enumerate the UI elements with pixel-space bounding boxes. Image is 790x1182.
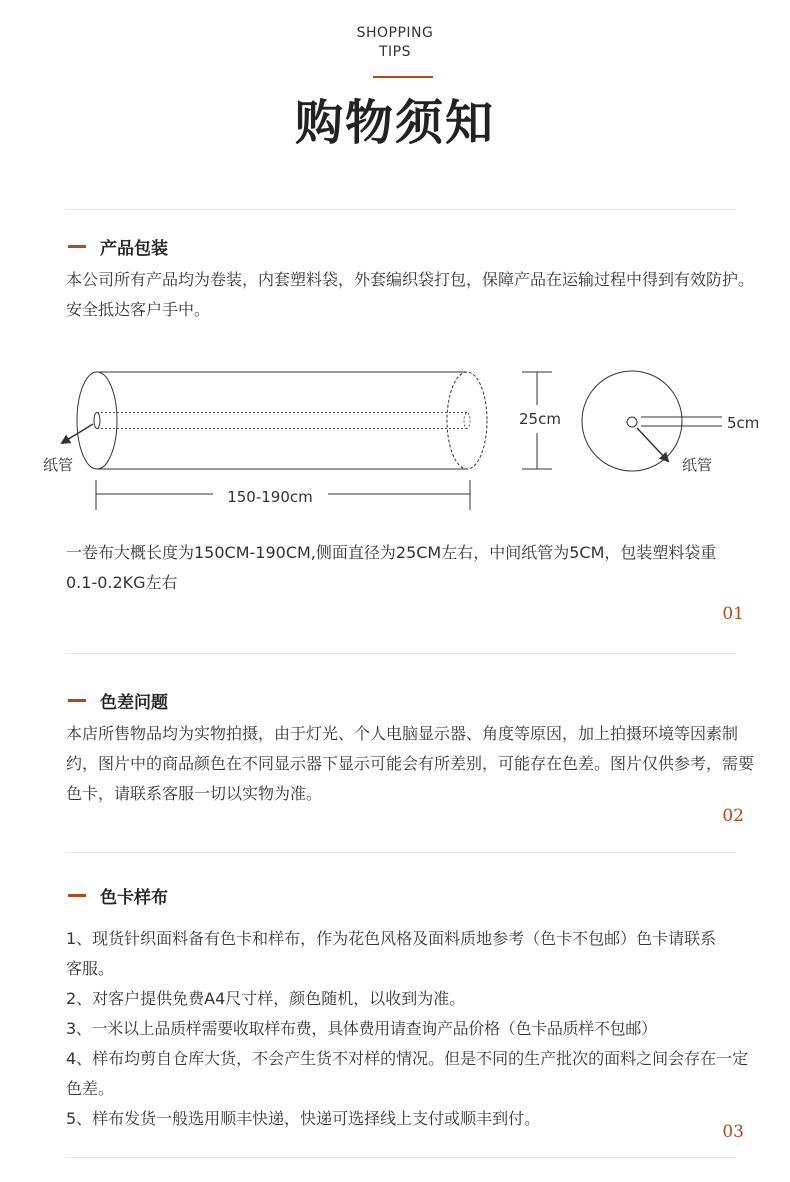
divider <box>65 1157 736 1158</box>
header-accent-line <box>373 76 433 78</box>
section-body-packaging: 本公司所有产品均为卷装，内套塑料袋，外套编织袋打包，保障产品在运输过程中得到有效防护。安全抵达客户手中。 <box>66 270 755 319</box>
section-title-color-diff <box>68 688 168 712</box>
divider <box>65 209 736 210</box>
label-tube-right: 纸管 <box>682 456 713 474</box>
section-number-01: 01 <box>722 604 744 624</box>
roll-side-view <box>62 372 487 469</box>
section-number-03: 03 <box>722 1122 744 1142</box>
list-item: 5、样布发货一般选用顺丰快递，快递可选择线上支付或顺丰到付。 <box>66 1109 541 1128</box>
title-dash-icon <box>68 894 86 897</box>
page-title: 购物须知 <box>294 95 495 151</box>
divider <box>65 653 736 654</box>
header-en-line2: TIPS <box>378 44 411 60</box>
section-title-text: 产品包装 <box>100 238 168 259</box>
list-item: 2、对客户提供免费A4尺寸样，颜色随机，以收到为准。 <box>66 989 466 1008</box>
title-dash-icon <box>68 245 86 248</box>
title-dash-icon <box>68 699 86 702</box>
roll-diagram <box>0 355 790 520</box>
list-item: 4、样布均剪自仓库大货，不会产生货不对样的情况。但是不同的生产批次的面料之间会存在一定色差。 <box>66 1049 749 1098</box>
list-item: 3、一米以上品质样需要收取样布费，具体费用请查询产品价格（色卡品质样不包邮） <box>66 1019 657 1038</box>
section-title-text: 色差问题 <box>100 692 168 713</box>
section-title-swatches <box>68 883 168 907</box>
label-diameter: 25cm <box>519 410 561 428</box>
divider <box>65 852 736 853</box>
section-note-packaging: 一卷布大概长度为150CM-190CM,侧面直径为25CM左右，中间纸管为5CM，包装塑料袋重0.1-0.2KG左右 <box>66 543 717 592</box>
section-title-text: 色卡样布 <box>100 887 168 908</box>
header-en-text <box>0 24 790 62</box>
swatch-list <box>66 924 756 1134</box>
section-title-packaging <box>68 234 168 258</box>
label-tube-left: 纸管 <box>43 456 74 474</box>
label-length: 150-190cm <box>227 488 313 506</box>
label-core: 5cm <box>727 414 760 432</box>
header-en-line1: SHOPPING <box>356 25 434 41</box>
section-number-02: 02 <box>722 806 744 826</box>
list-item: 1、现货针织面料备有色卡和样布，作为花色风格及面料质地参考（色卡不包邮）色卡请联系客服。 <box>66 929 717 978</box>
section-body-color-diff: 本店所售物品均为实物拍摄，由于灯光、个人电脑显示器、角度等原因，加上拍摄环境等因素制约，图片中的商品颜色在不同显示器下显示可能会有所差别，可能存在色差。图片仅供参考，需要色卡，请联系客服一切以实物为准。 <box>66 724 755 803</box>
